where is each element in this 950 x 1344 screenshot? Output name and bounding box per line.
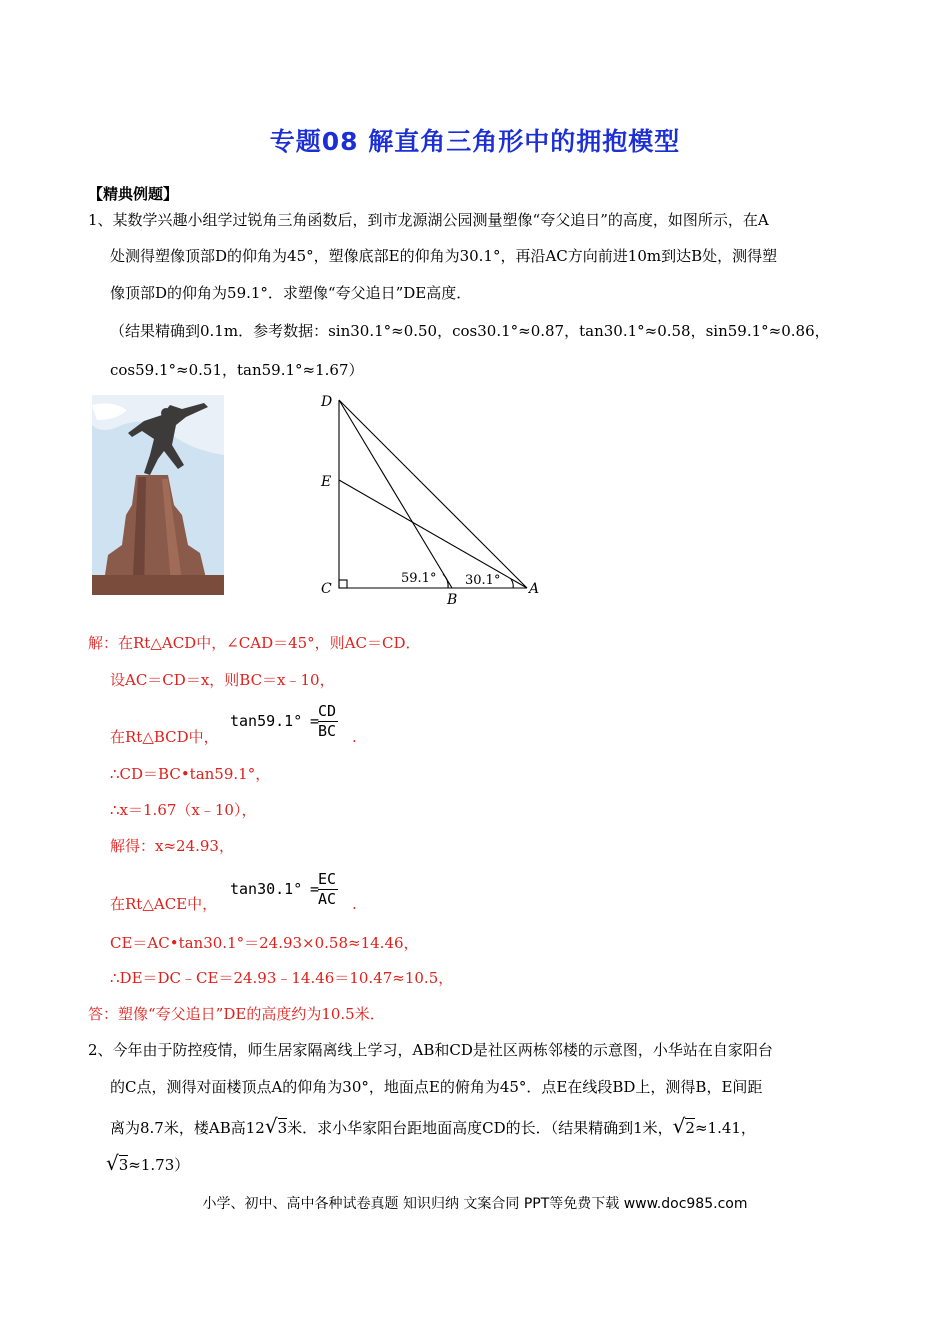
fraction-numerator: CD <box>318 702 337 720</box>
q2-line-1: 2、今年由于防控疫情，师生居家隔离线上学习，AB和CD是社区两栋邻楼的示意图，小华站在自家阳台 <box>88 1041 773 1059</box>
angle-arc-b <box>443 574 448 588</box>
footer: 小学、初中、高中各种试卷真题 知识归纳 文案合同 PPT等免费下载 www.doc985.com <box>202 1196 748 1212</box>
segment-da <box>339 400 527 588</box>
label-e: E <box>321 474 332 490</box>
label-d: D <box>321 394 333 410</box>
q2-line-4: √3≈1.73） <box>106 1151 190 1175</box>
solution-line-3: 在Rt△BCD中， <box>110 728 219 746</box>
sqrt3-radicand: 3 <box>277 1119 288 1137</box>
fraction-ec-ac: = EC AC <box>310 870 337 908</box>
tan59-label: tan59.1° <box>230 712 303 730</box>
segment-db <box>339 400 452 588</box>
tan59-expression <box>230 712 302 730</box>
label-b: B <box>447 592 458 608</box>
q2-line-2: 的C点，测得对面楼顶点A的仰角为30°，地面点E的俯角为45°．点E在线段BD上，测得B，E间距 <box>110 1078 763 1096</box>
page-title: 专题08 解直角三角形中的拥抱模型 <box>269 127 681 156</box>
sqrt-symbol: √ <box>264 1114 278 1138</box>
q1-line-5: cos59.1°≈0.51，tan59.1°≈1.67） <box>110 361 364 379</box>
solution-line-1: 解：在Rt△ACD中，∠CAD＝45°，则AC＝CD． <box>88 634 421 652</box>
fraction-denominator: AC <box>318 890 337 908</box>
tan30-label: tan30.1° <box>230 880 303 898</box>
fraction-denominator: BC <box>318 722 337 740</box>
solution-line-9: ∴DE＝DC﹣CE＝24.93﹣14.46＝10.47≈10.5， <box>110 969 454 987</box>
tan30-expression <box>230 880 302 898</box>
sqrt-symbol: √ <box>672 1114 686 1138</box>
angle-label-a: 30.1° <box>465 573 501 588</box>
sqrt3-radicand: 3 <box>118 1156 129 1174</box>
answer-line: 答：塑像“夸父追日”DE的高度约为10.5米． <box>88 1005 385 1023</box>
label-a: A <box>529 581 540 597</box>
section-heading: 【精典例题】 <box>88 185 179 203</box>
q1-line-3: 像顶部D的仰角为59.1°．求塑像“夸父追日”DE高度． <box>110 284 472 302</box>
fraction-numerator: EC <box>318 870 337 888</box>
solution-line-5: ∴x＝1.67（x﹣10）， <box>110 801 257 819</box>
q1-line-2: 处测得塑像顶部D的仰角为45°，塑像底部E的仰角为30.1°，再沿AC方向前进10m到达B处，测得塑 <box>110 247 778 265</box>
sqrt-symbol: √ <box>106 1151 119 1175</box>
statue-photo <box>92 395 224 595</box>
q1-line-1: 1、某数学兴趣小组学过锐角三角函数后，到市龙源湖公园测量塑像“夸父追日”的高度，如图所示，在A <box>88 211 769 229</box>
q2-line-3: 离为8.7米，楼AB高12√3米．求小华家阳台距地面高度CD的长．（结果精确到1米，√2≈1.41， <box>110 1114 756 1138</box>
solution-line-4: ∴CD＝BC•tan59.1°， <box>110 765 271 783</box>
sqrt2-radicand: 2 <box>685 1119 695 1137</box>
solution-line-6: 解得：x≈24.93， <box>110 837 234 855</box>
fraction-cd-bc: = CD BC <box>310 702 337 740</box>
triangle-figure <box>315 388 545 610</box>
q1-line-4: （结果精确到0.1m．参考数据：sin30.1°≈0.50，cos30.1°≈0.87，tan30.1°≈0.58，sin59.1°≈0.86， <box>110 322 830 340</box>
label-c: C <box>321 581 332 597</box>
solution-line-8: CE＝AC•tan30.1°＝24.93×0.58≈14.46， <box>110 934 419 952</box>
solution-line-7: 在Rt△ACE中， <box>110 895 218 913</box>
right-angle-mark <box>339 580 347 588</box>
solution-line-2: 设AC＝CD＝x，则BC＝x﹣10， <box>110 671 335 689</box>
angle-label-b: 59.1° <box>401 571 437 586</box>
